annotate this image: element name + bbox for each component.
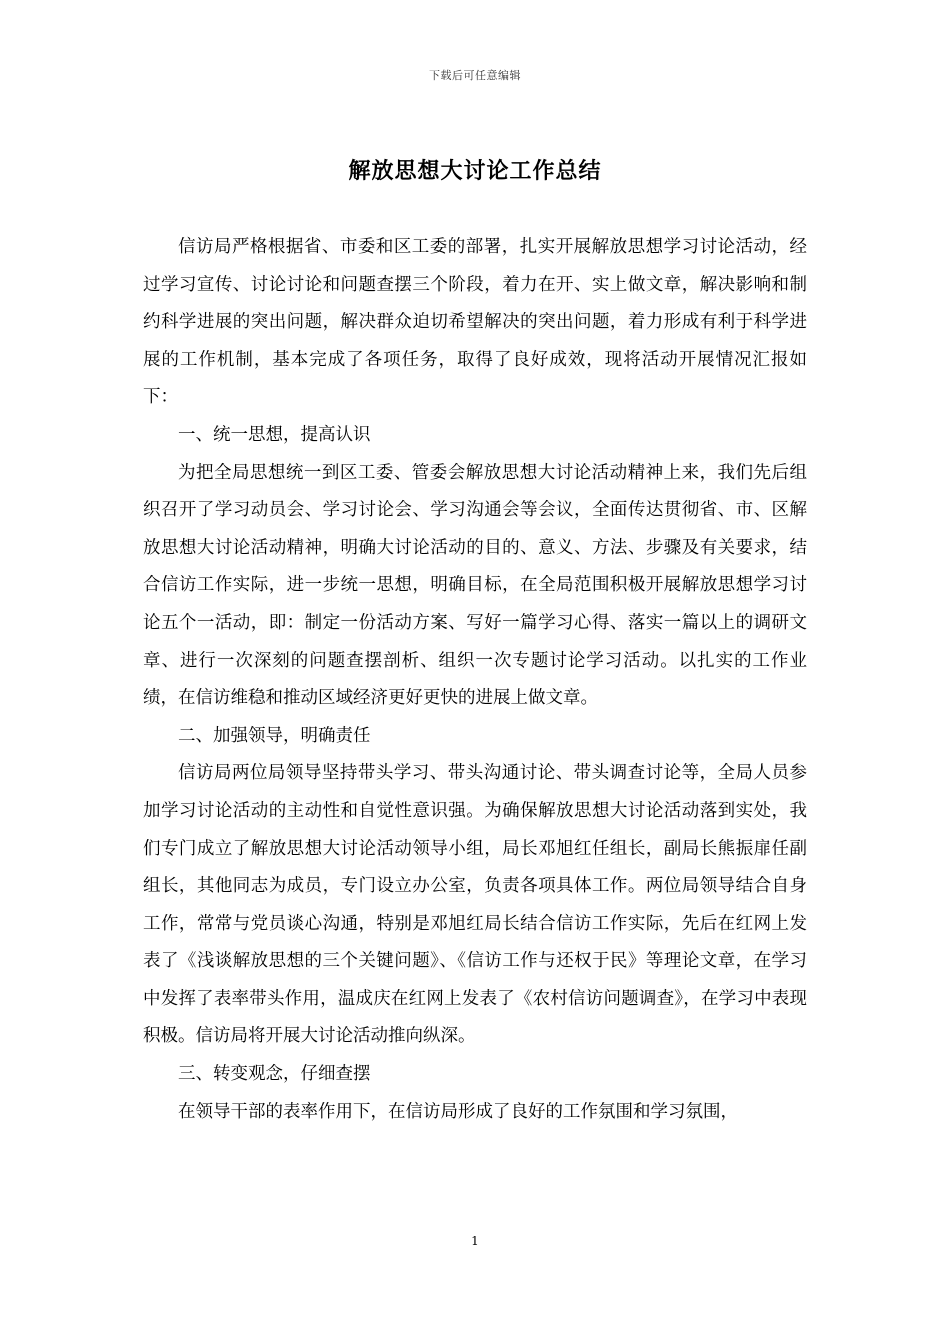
page-header-note: 下载后可任意编辑 [429,69,521,82]
document-title: 解放思想大讨论工作总结 [348,158,602,184]
intro-paragraph: 信访局严格根据省、市委和区工委的部署，扎实开展解放思想学习讨论活动，经过学习宣传、讨论讨论和问题查摆三个阶段，着力在开、实上做文章，解决影响和制约科学进展的突出问题，解决群众迫切希望解决的突出问题，着力形成有利于科学进展的工作机制，基本完成了各项任务，取得了良好成效，现将活动开展情况汇报如下： [143,237,807,408]
document-body [143,229,807,1131]
section-heading-2: 二、加强领导，明确责任 [178,725,371,746]
section-3-paragraph: 在领导干部的表率作用下，在信访局形成了良好的工作氛围和学习氛围， [178,1101,738,1122]
section-2-paragraph: 信访局两位局领导坚持带头学习、带头沟通讨论、带头调查讨论等，全局人员参加学习讨论活动的主动性和自觉性意识强。为确保解放思想大讨论活动落到实处，我们专门成立了解放思想大讨论活动领导小组，局长邓旭红任组长，副局长熊振扉任副组长，其他同志为成员，专门设立办公室，负责各项具体工作。两位局领导结合自身工作，常常与党员谈心沟通，特别是邓旭红局长结合信访工作实际，先后在红网上发表了《浅谈解放思想的三个关键问题》、《信访工作与还权于民》等理论文章，在学习中发挥了表率带头作用，温成庆在红网上发表了《农村信访问题调查》，在学习中表现积极。信访局将开展大讨论活动推向纵深。 [143,763,807,1047]
section-1-paragraph: 为把全局思想统一到区工委、管委会解放思想大讨论活动精神上来，我们先后组织召开了学习动员会、学习讨论会、学习沟通会等会议，全面传达贯彻省、市、区解放思想大讨论活动精神，明确大讨论活动的目的、意义、方法、步骤及有关要求，结合信访工作实际，进一步统一思想，明确目标，在全局范围积极开展解放思想学习讨论五个一活动，即：制定一份活动方案、写好一篇学习心得、落实一篇以上的调研文章、进行一次深刻的问题查摆剖析、组织一次专题讨论学习活动。以扎实的工作业绩，在信访维稳和推动区域经济更好更快的进展上做文章。 [143,462,807,709]
section-heading-1: 一、统一思想，提高认识 [178,424,371,445]
page-number: 1 [471,1234,479,1248]
section-heading-3: 三、转变观念，仔细查摆 [178,1064,371,1085]
